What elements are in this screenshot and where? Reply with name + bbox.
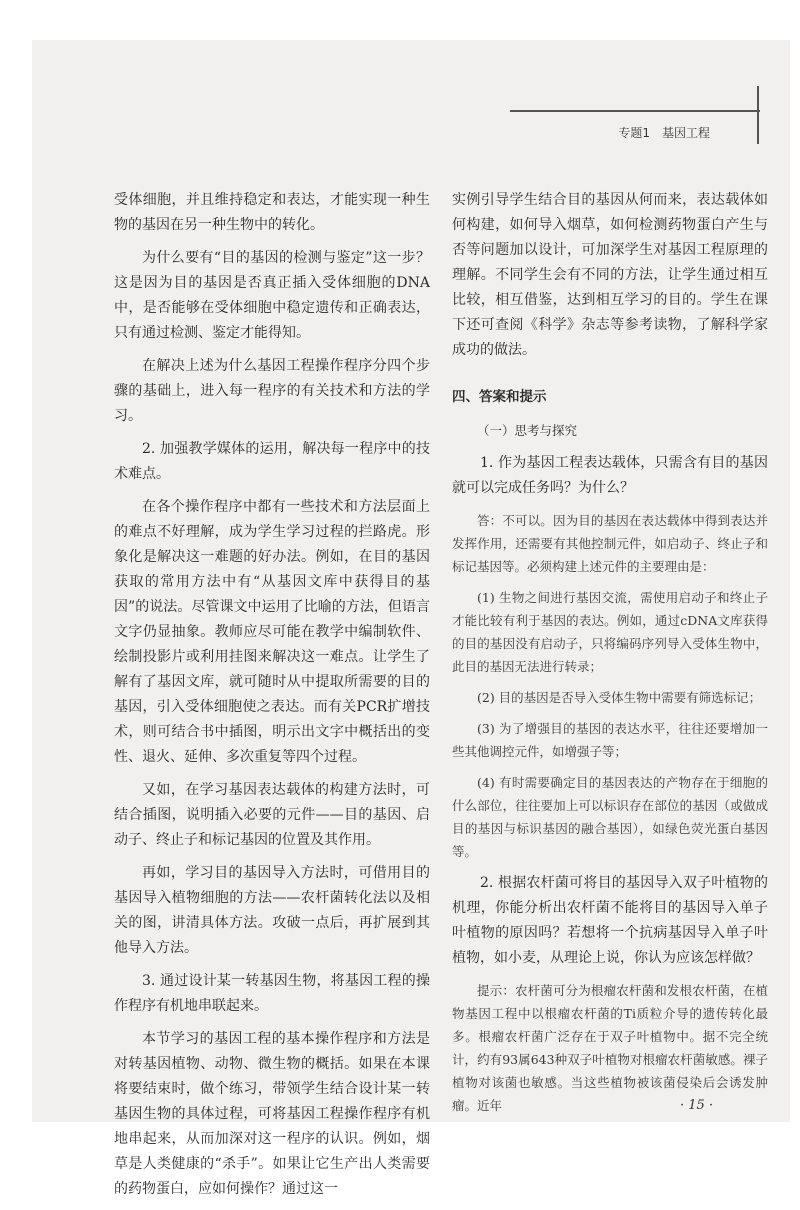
answer-1-point-1: (1) 生物之间进行基因交流，需使用启动子和终止子才能比较有利于基因的表达。例如，通过cDNA文库获得的目的基因没有启动子，只将编码序列导入受体生物中，此目的基因无法进行转录； bbox=[452, 590, 768, 674]
answer-2: 提示：农杆菌可分为根瘤农杆菌和发根农杆菌，在植物基因工程中以根瘤农杆菌的Ti质粒介导的遗传转化最多。根瘤农杆菌广泛存在于双子叶植物中。据不完全统计，约有93属643种双子叶植物对根瘤农杆菌敏感。裸子植物对该菌也敏感。当这些植物被该菌侵染后会诱发肿瘤。近年 bbox=[452, 983, 768, 1113]
section-heading: 四、答案和提示 bbox=[452, 389, 547, 405]
book-page bbox=[32, 40, 790, 1197]
answer-1-point-4: (4) 有时需要确定目的基因表达的产物存在于细胞的什么部位，往往要加上可以标识存在部位的基因（或做成目的基因与标识基因的融合基因），如绿色荧光蛋白基因等。 bbox=[452, 775, 768, 859]
answer-1-point-3: (3) 为了增强目的基因的表达水平，往往还要增加一些其他调控元件，如增强子等； bbox=[452, 721, 768, 759]
question-2: 2. 根据农杆菌可将目的基因导入双子叶植物的机理，你能分析出农杆菌不能将目的基因导入单子叶植物的原因吗？若想将一个抗病基因导入单子叶植物，如小麦，从理论上说，你认为应该怎样做？ bbox=[452, 875, 768, 966]
paragraph: 再如，学习目的基因导入方法时，可借用目的基因导入植物细胞的方法——农杆菌转化法以及相关的图，讲清具体方法。攻破一点后，再扩展到其他导入方法。 bbox=[114, 865, 430, 956]
paragraph: 3. 通过设计某一转基因生物，将基因工程的操作程序有机地串联起来。 bbox=[114, 973, 430, 1014]
answer-1-point-2: (2) 目的基因是否导入受体生物中需要有筛选标记； bbox=[477, 690, 762, 705]
paragraph: 2. 加强教学媒体的运用，解决每一程序中的技术难点。 bbox=[114, 441, 430, 482]
subsection-heading: （一）思考与探究 bbox=[477, 423, 578, 438]
header-rule bbox=[510, 110, 760, 112]
left-column bbox=[114, 188, 430, 1210]
page-number: · 15 · bbox=[680, 1098, 714, 1113]
running-header: 专题1 基因工程 bbox=[618, 126, 710, 140]
paragraph: 为什么要有“目的基因的检测与鉴定”这一步？这是因为目的基因是否真正插入受体细胞的DNA中，是否能够在受体细胞中稳定遗传和正确表达，只有通过检测、鉴定才能得知。 bbox=[114, 250, 430, 341]
paragraph: 实例引导学生结合目的基因从何而来，表达载体如何构建，如何导入烟草，如何检测药物蛋白产生与否等问题加以设计，可加深学生对基因工程原理的理解。不同学生会有不同的方法，让学生通过相互比较，相互借鉴，达到相互学习的目的。学生在课下还可查阅《科学》杂志等参考读物，了解科学家成功的做法。 bbox=[452, 192, 768, 358]
question-1: 1. 作为基因工程表达载体，只需含有目的基因就可以完成任务吗？为什么？ bbox=[452, 455, 768, 496]
header-vertical-rule bbox=[757, 86, 759, 144]
right-column bbox=[452, 188, 768, 1125]
answer-1: 答：不可以。因为目的基因在表达载体中得到表达并发挥作用，还需要有其他控制元件，如启动子、终止子和标记基因等。必须构建上述元件的主要理由是： bbox=[452, 513, 768, 574]
paragraph: 本节学习的基因工程的基本操作程序和方法是对转基因植物、动物、微生物的概括。如果在本课将要结束时，做个练习，带领学生结合设计某一转基因生物的具体过程，可将基因工程操作程序有机地串起来，从而加深对这一程序的认识。例如，烟草是人类健康的“杀手”。如果让它生产出人类需要的药物蛋白，应如何操作？通过这一 bbox=[114, 1031, 430, 1197]
paragraph: 受体细胞，并且维持稳定和表达，才能实现一种生物的基因在另一种生物中的转化。 bbox=[114, 192, 430, 233]
paragraph: 在解决上述为什么基因工程操作程序分四个步骤的基础上，进入每一程序的有关技术和方法的学习。 bbox=[114, 358, 430, 424]
paragraph: 又如，在学习基因表达载体的构建方法时，可结合插图，说明插入必要的元件——目的基因、启动子、终止子和标记基因的位置及其作用。 bbox=[114, 782, 430, 848]
paragraph: 在各个操作程序中都有一些技术和方法层面上的难点不好理解，成为学生学习过程的拦路虎。形象化是解决这一难题的好办法。例如，在目的基因获取的常用方法中有“从基因文库中获得目的基因”的说法。尽管课文中运用了比喻的方法，但语言文字仍显抽象。教师应尽可能在教学中编制软件、绘制投影片或利用挂图来解决这一难点。让学生了解有了基因文库，就可随时从中提取所需要的目的基因，引入受体细胞使之表达。而有关PCR扩增技术，则可结合书中插图，明示出文字中概括出的变性、退火、延伸、多次重复等四个过程。 bbox=[114, 499, 430, 765]
